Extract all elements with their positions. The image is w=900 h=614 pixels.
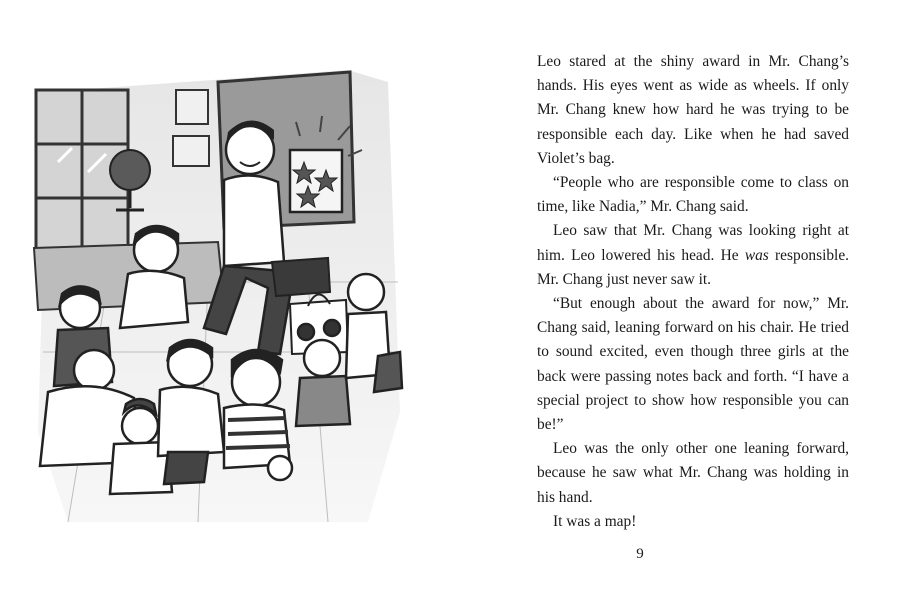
paragraph-4: “But enough about the award for now,” Mr. Chang said, leaning forward on his chair. He tried to sound excited, even though three girls at the back were passing notes back and forth. “I have a special project to show how responsible you can be!” (537, 295, 849, 434)
page-number: 9 (636, 546, 644, 562)
paragraph-3-after: responsible. Mr. Chang just never saw it. (537, 246, 849, 288)
paragraph-3-before: Leo saw that Mr. Chang was looking right at him. Leo lowered his head. He (537, 222, 849, 264)
paragraph-3 (537, 219, 849, 292)
paragraph-6: It was a map! (553, 512, 637, 530)
paragraph-3-emphasis: was (744, 246, 769, 264)
paragraph-5: Leo was the only other one leaning forward, because he saw what Mr. Chang was holding in his hand. (537, 440, 849, 506)
classroom-illustration (28, 52, 410, 522)
paragraph-1: Leo stared at the shiny award in Mr. Chang’s hands. His eyes went as wide as wheels. If only Mr. Chang knew how hard he was trying to be responsible each day. Like when he had saved Violet’s bag. (537, 53, 849, 167)
paragraph-2: “People who are responsible come to class on time, like Nadia,” Mr. Chang said. (537, 174, 849, 216)
story-text (537, 50, 849, 534)
